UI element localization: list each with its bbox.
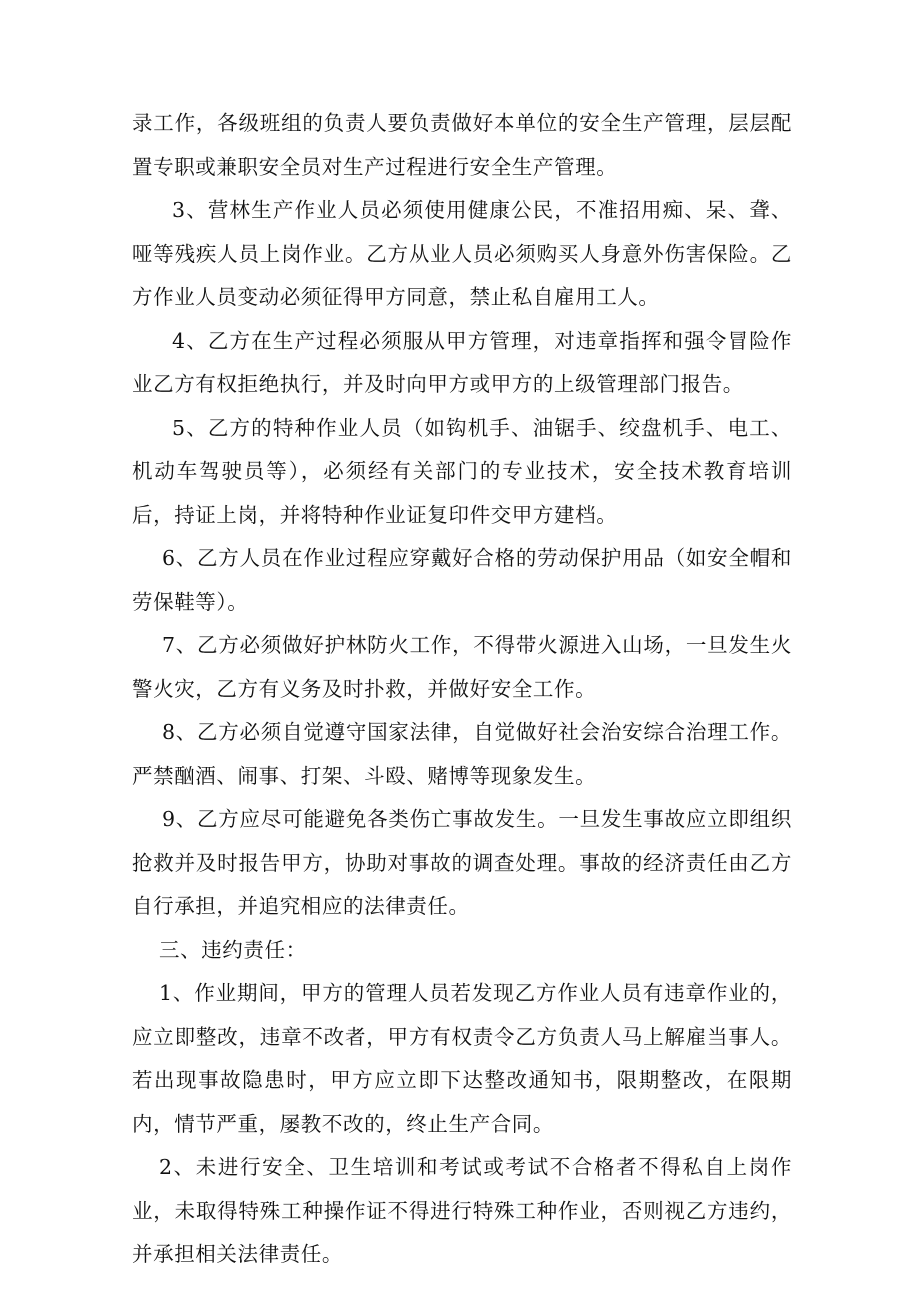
paragraph-item-9: 9、乙方应尽可能避免各类伤亡事故发生。一旦发生事故应立即组织抢救并及时报告甲方，协助对事故的调查处理。事故的经济责任由乙方自行承担，并追究相应的法律责任。 xyxy=(132,807,792,918)
paragraph-breach-2: 2、未进行安全、卫生培训和考试或考试不合格者不得私自上岗作业，未取得特殊工种操作证不得进行特殊工种作业，否则视乙方违约，并承担相关法律责任。 xyxy=(132,1155,792,1266)
paragraph-breach-1: 1、作业期间，甲方的管理人员若发现乙方作业人员有违章作业的，应立即整改，违章不改者，甲方有权责令乙方负责人马上解雇当事人。若出现事故隐患时，甲方应立即下达整改通知书，限期整改，在限期内，情节严重，屡教不改的，终止生产合同。 xyxy=(132,981,792,1136)
paragraph-item-6: 6、乙方人员在作业过程应穿戴好合格的劳动保护用品（如安全帽和劳保鞋等）。 xyxy=(132,546,792,614)
paragraph-item-8: 8、乙方必须自觉遵守国家法律，自觉做好社会治安综合治理工作。严禁酗酒、闹事、打架、斗殴、赌博等现象发生。 xyxy=(132,720,792,788)
paragraph-item-3: 3、营林生产作业人员必须使用健康公民，不准招用痴、呆、聋、哑等残疾人员上岗作业。乙方从业人员必须购买人身意外伤害保险。乙方作业人员变动必须征得甲方同意，禁止私自雇用工人。 xyxy=(132,198,792,309)
paragraph-item-5: 5、乙方的特种作业人员（如钩机手、油锯手、绞盘机手、电工、机动车驾驶员等），必须经有关部门的专业技术，安全技术教育培训后，持证上岗，并将特种作业证复印件交甲方建档。 xyxy=(132,415,792,527)
paragraph-item-4: 4、乙方在生产过程必须服从甲方管理，对违章指挥和强令冒险作业乙方有权拒绝执行，并及时向甲方或甲方的上级管理部门报告。 xyxy=(132,328,792,396)
paragraph-safety-staff: 录工作，各级班组的负责人要负责做好本单位的安全生产管理，层层配置专职或兼职安全员对生产过程进行安全生产管理。 xyxy=(132,111,792,179)
document-body xyxy=(132,102,792,1277)
section-heading-breach-liability: 三、违约责任： xyxy=(159,937,307,962)
paragraph-item-7: 7、乙方必须做好护林防火工作，不得带火源进入山场，一旦发生火警火灾，乙方有义务及时扑救，并做好安全工作。 xyxy=(132,633,792,701)
